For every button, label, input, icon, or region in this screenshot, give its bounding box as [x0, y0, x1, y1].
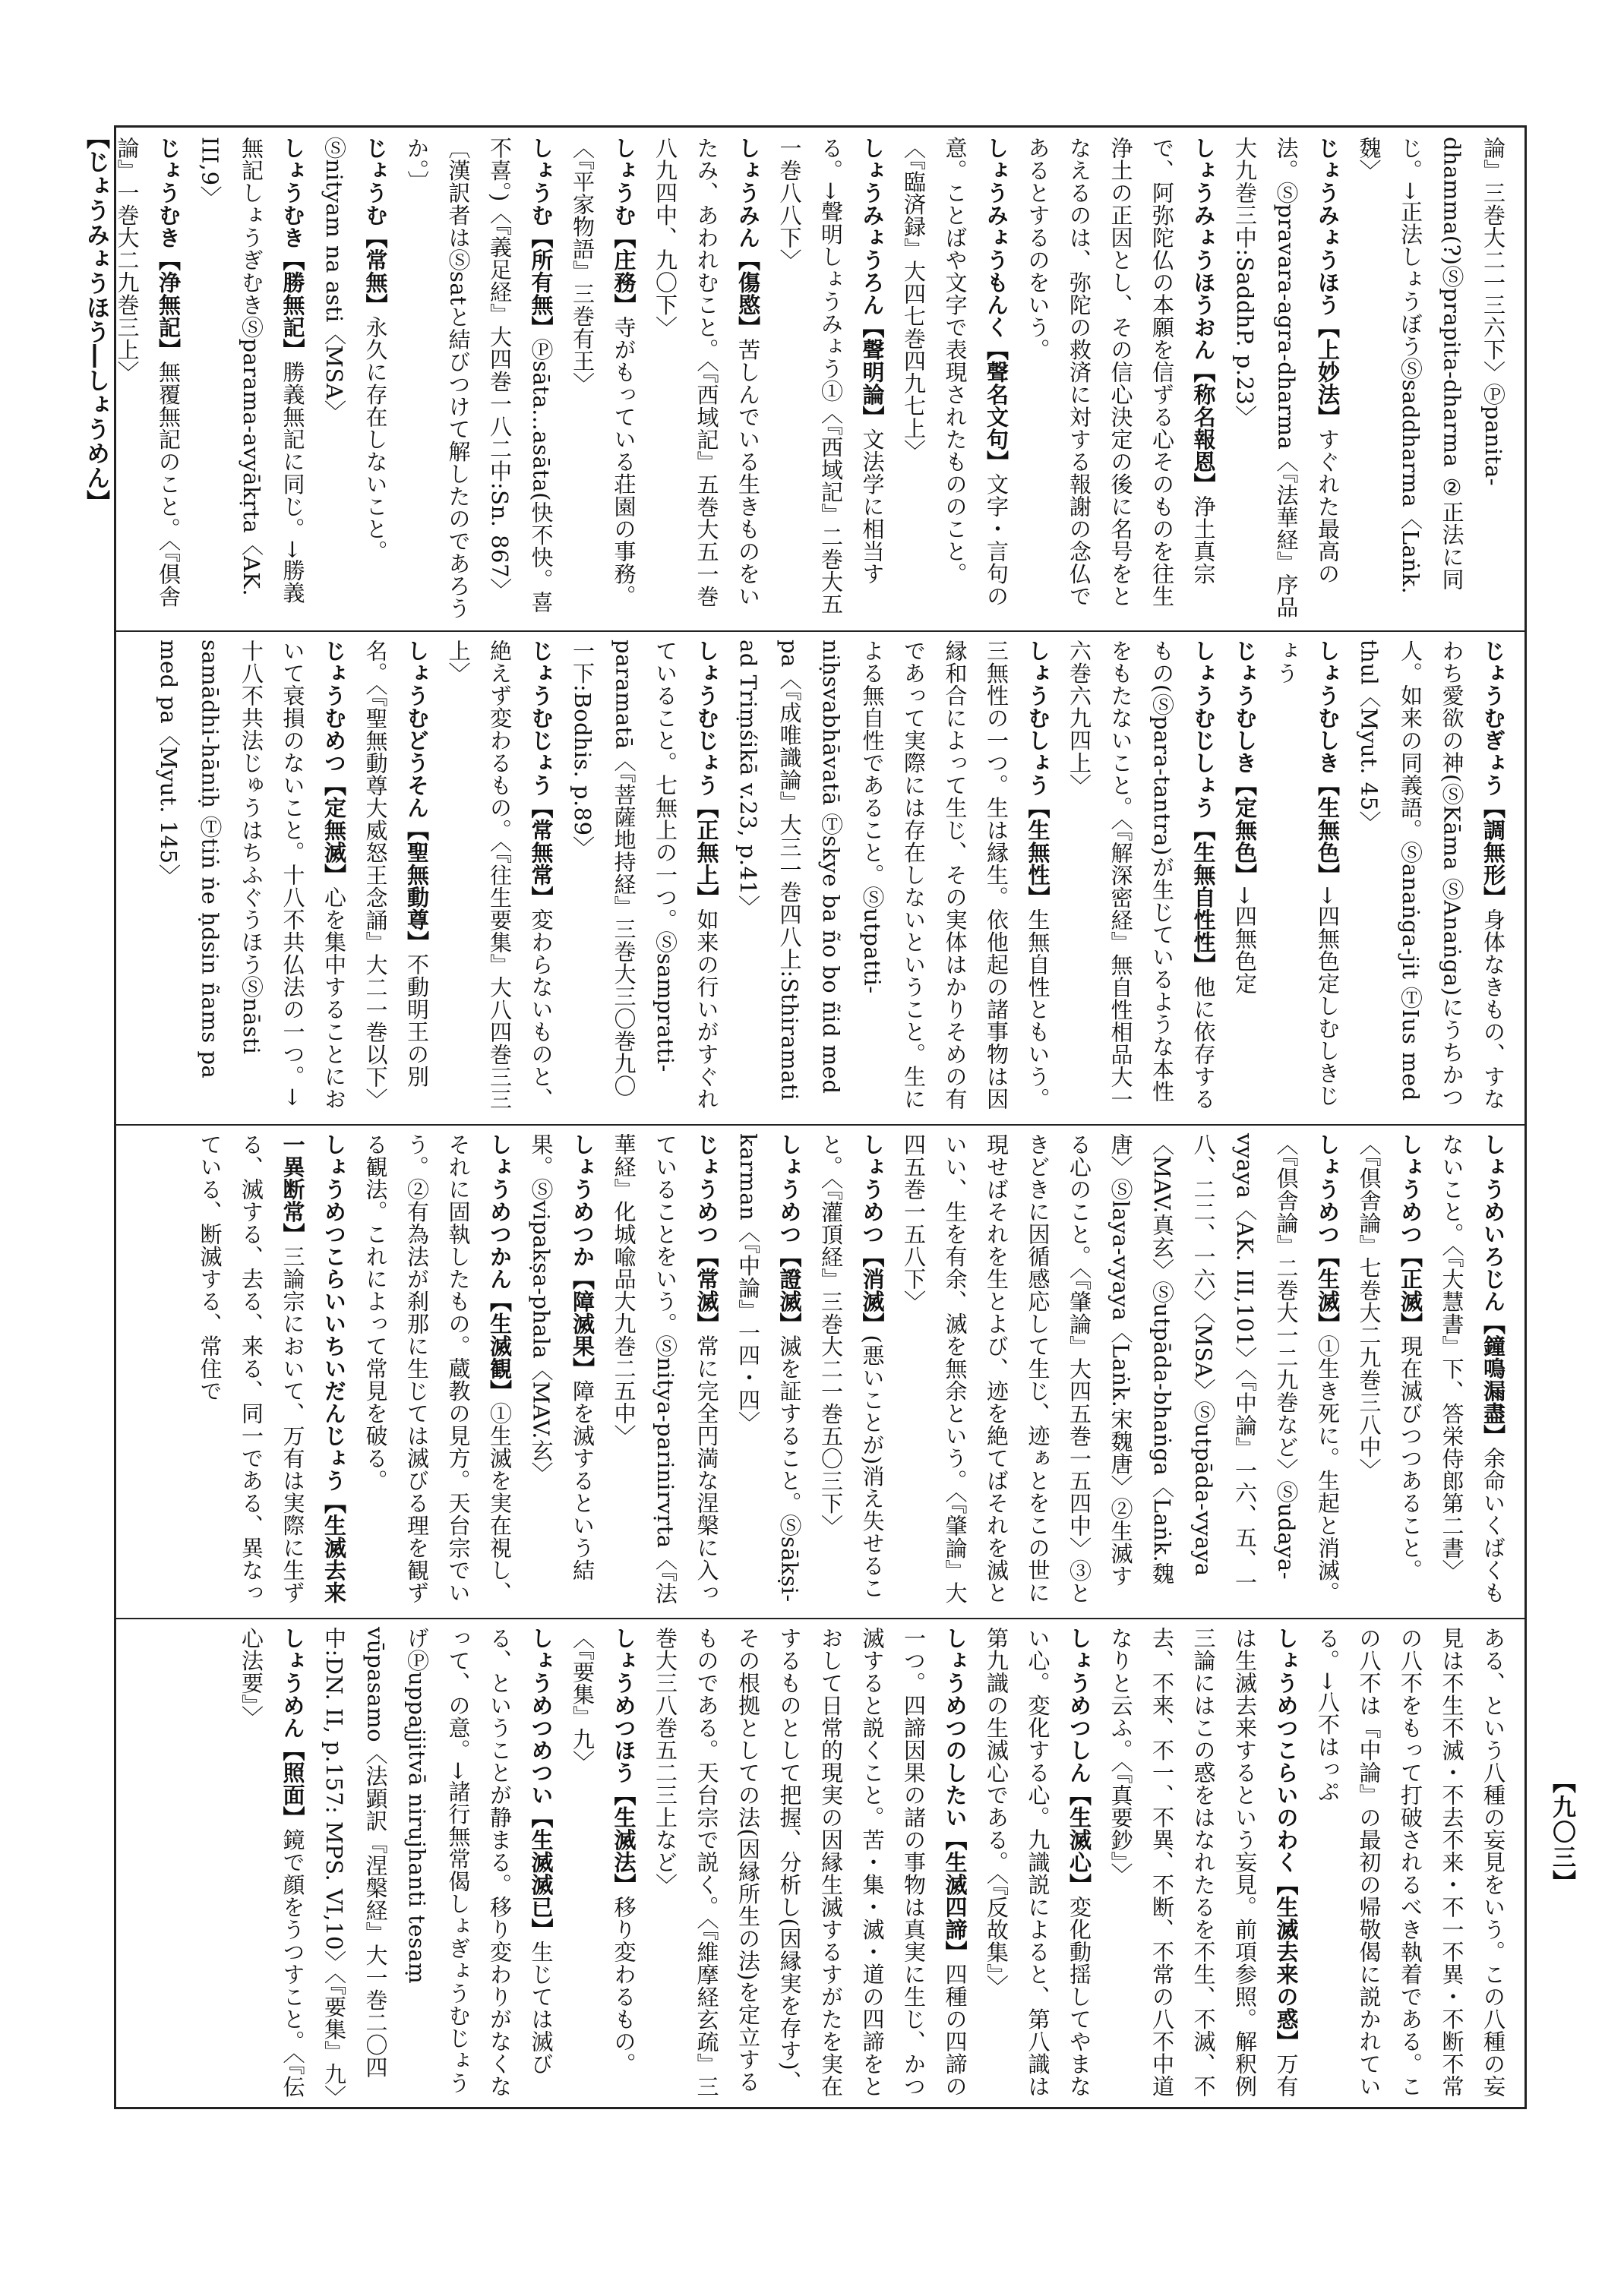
page-number: 【九〇三】 — [1548, 1770, 1575, 1895]
band-1-text — [114, 137, 1514, 621]
entry-definition: 障を滅するという結果。Ⓢvipakṣa-phala〈MAV.玄〉 — [528, 1133, 596, 1581]
entry-definition: 滅を証すること。Ⓢsākṣi-karman〈『中論』一四・四〉 — [735, 1133, 803, 1603]
entry-headword: しょうむ【庄務】 — [611, 137, 637, 316]
band-3 — [116, 1124, 1524, 1619]
entry-headword: じょうみょうほう【上妙法】 — [1315, 137, 1341, 428]
entry-definition: 寺がもっている荘園の事務。〈『平家物語』三巻有王〉 — [570, 137, 637, 608]
entry-definition: すぐれた最高の法。Ⓢpravara-agra-dharma〈『法華経』序品大九巻三中:SaddhP. p.23〉 — [1232, 137, 1341, 618]
dictionary-entry — [1431, 1133, 1514, 1609]
dictionary-entry — [1059, 640, 1224, 1115]
entry-definition: 如来の行いがすぐれていること。七無上の一つ。Ⓢsampratti-paramatā〈『菩薩地持経』三巻大三〇巻九〇一下:Bodhis. p.89〉 — [570, 640, 720, 1110]
dictionary-entry — [1348, 640, 1514, 1115]
entry-headword: しょうむき【勝無記】 — [280, 137, 306, 361]
entry-headword: じょうむしき【定無色】 — [1232, 640, 1258, 886]
dictionary-entry — [1348, 1133, 1431, 1609]
entry-definition: 生無自性ともいう。三無性の一つ。生は縁生。依他起の諸事物は因縁和合によって生じ、その実体はかりそめの有であって実際には存在しないということ。生による無自性であること。Ⓢutpatti-niḥsvabhāvatā Ⓣskye ba ño bo ñid med pa〈『成唯識論』大三一巻四八上:Sthiramati ad Triṃśikā v.23, p.41〉 — [735, 640, 1051, 1110]
entry-definition: 浄土真宗で、阿弥陀仏の本願を信ずる心そのものを往生浄土の正因とし、その信心決定の後に名号をとなえるのは、弥陀の救済に対する報謝の念仏であるとするのをいう。 — [1025, 137, 1217, 608]
entry-headword: しょうみょうほうおん【称名報恩】 — [1190, 137, 1217, 495]
dictionary-entry — [893, 137, 1018, 621]
dictionary-entry — [562, 137, 645, 621]
entry-headword: しょうめつ【生滅】 — [1315, 1133, 1341, 1335]
band-1 — [116, 128, 1524, 632]
entry-definition: 余命いくばくもないこと。〈『大慧書』下、答栄侍郎第二書〉 — [1439, 1133, 1506, 1604]
dictionary-entry — [189, 1133, 355, 1609]
entry-headword: じょうむぎょう【調無形】 — [1480, 640, 1506, 908]
dictionary-entry — [810, 1133, 893, 1609]
entry-definition: 苦しんでいる生きものをいたみ、あわれむこと。〈『西域記』五巻大五一巻八九四中、九〇下〉 — [652, 137, 761, 608]
entry-headword: しょうめつ【消滅】 — [859, 1133, 886, 1335]
entry-definition: →四無色定しむしきじょう — [1273, 640, 1341, 1107]
entry-headword: しょうめつ【證滅】 — [776, 1133, 803, 1335]
entry-headword: じょうむじょう【常無常】 — [528, 640, 554, 908]
dictionary-entry — [397, 137, 562, 621]
dictionary-page — [114, 125, 1527, 2109]
dictionary-entry — [148, 640, 355, 1115]
entry-definition: 万有は生滅去来するという妄見。前項参照。解釈例三論にはこの惑をはなれたるを不生、不滅、不去、不来、不一、不異、不断、不常の八不中道なりと云ふ。〈『真要鈔』〉 — [1107, 1627, 1300, 2098]
entry-definition: 永久に存在しないこと。Ⓢnityam na asti〈MSA〉 — [321, 137, 389, 563]
entry-definition: →四無色定 — [1232, 886, 1258, 995]
entry-headword: しょうむしょう【生無性】 — [1025, 640, 1051, 908]
band-2-text — [127, 640, 1514, 1115]
entry-headword: しょうみょうもんく【聲名文句】 — [984, 137, 1009, 473]
dictionary-entry — [728, 640, 1059, 1115]
entry-definition: 鏡で顔をうつすこと。〈『伝心法要』〉 — [239, 1627, 306, 2098]
dictionary-entry — [189, 137, 314, 621]
band-2 — [116, 630, 1524, 1126]
dictionary-entry — [645, 1627, 976, 2098]
entry-definition: 無覆無記のこと。〈『倶舎論』一巻大二九巻三上〉 — [114, 137, 182, 608]
entry-definition: 勝義無記に同じ。→勝義無記しょうぎむきⓈparama-avyākṛta〈AK. III,9〉 — [197, 137, 306, 604]
entry-headword: しょうめつほう【生滅法】 — [611, 1627, 637, 1896]
entry-definition: ある、という八種の妄見をいう。この八種の妄見は不生不滅・不去不来・不一不異・不断不常の八不をもって打破されるべき執着である。この八不は『中論』の最初の帰敬偈に説かれている。→八不はっぷ — [1315, 1627, 1506, 2098]
entry-headword: じょうむき【浄無記】 — [156, 137, 182, 361]
dictionary-entry — [562, 640, 728, 1115]
entry-headword: じょうむめつ【定無滅】 — [321, 640, 347, 886]
entry-headword: しょうむしき【生無色】 — [1315, 640, 1341, 886]
entry-headword: しょうめつのしたい【生滅四諦】 — [942, 1627, 968, 1963]
dictionary-entry — [769, 137, 893, 621]
entry-definition: 文字・言句の意。ことばや文字で表現されたもののこと。〈『臨済録』大四七巻四九七上〉 — [901, 137, 1009, 608]
dictionary-entry — [1100, 1627, 1307, 2098]
dictionary-entry — [976, 1627, 1101, 2098]
entry-headword: しょうめつかん【生滅観】 — [487, 1133, 513, 1402]
dictionary-entry — [106, 137, 189, 621]
entry-definition: 移り変わるもの。〈『要集』九〉 — [570, 1627, 637, 2075]
entry-headword: しょうめつこらいいちいだんじょう【生滅去来一異断常】 — [280, 1133, 347, 1604]
entry-definition: 心を集中することにおいて衰損のないこと。十八不共仏法の一つ。→十八不共法じゅうはちふぐうほうⓈnāsti samādhi-hāniḥ Ⓣtiṅ ṅe ḥdsin ñams pa med pa〈Myut. 145〉 — [156, 640, 347, 1110]
entry-headword: しょうめつこらいのわく【生滅去来の惑】 — [1273, 1627, 1300, 2053]
entry-definition: 変化動揺してやまない心。変化する心。九識説によると、第八識は第九識の生滅心である。〈『反故集』〉 — [984, 1627, 1092, 2098]
entry-headword: しょうめつ【正滅】 — [1398, 1133, 1423, 1335]
entry-headword: しょうむじしょう【生無自性性】 — [1190, 640, 1217, 976]
band-4 — [116, 1618, 1524, 2107]
dictionary-entry — [314, 1627, 562, 2108]
dictionary-entry — [1307, 1627, 1515, 2098]
entry-headword: しょうめつめつい【生滅滅已】 — [528, 1627, 554, 1941]
entry-headword: しょうむじょう【正無上】 — [694, 640, 720, 908]
entry-headword: しょうみょうろん【聲明論】 — [859, 137, 886, 428]
band-4-text — [127, 1627, 1514, 2108]
dictionary-entry — [728, 1133, 810, 1609]
dictionary-entry — [438, 640, 562, 1115]
band-3-text — [127, 1133, 1514, 1609]
dictionary-entry — [893, 1133, 1349, 1609]
running-head: 【じょうみょうほう―しょうめん】 — [82, 125, 109, 514]
entry-headword: しょうむどうそん【聖無動尊】 — [404, 640, 430, 953]
dictionary-entry — [355, 1133, 520, 1609]
entry-definition: 身体なきもの、すなわち愛欲の神(ⓈKāma ⓈAnaṅga)にうちかつ人。如来の同義語。Ⓢanaṅga-jit ⓉIus med thul〈Myut. 45〉 — [1356, 640, 1506, 1110]
entry-headword: しょうみん【傷愍】 — [735, 137, 761, 339]
entry-headword: しょうめいろじん【鐘鳴漏盡】 — [1480, 1133, 1506, 1447]
entry-definition: ①生き死に。生起と消滅。〈『倶舎論』二巻大一二九巻など〉Ⓢudaya-vyaya〈AK. III,101〉〈『中論』一六、五、一八、二二、一六〉〈MSA〉Ⓢutpāda-vyaya〈MAV.真玄〉Ⓢutpāda-bhaṅga〈Laṅk.魏唐〉Ⓢlaya-vyaya〈Laṅk.宋魏唐〉②生滅する心のこと。〈『肇論』大四五巻一五四中〉③ときどきに因循感応して生じ、迹ぁとをこの世に現せばそれを生とよび、迹を絶てばそれを滅といい、生を有余、滅を無余という。〈『肇論』大四五巻一五八下〉 — [901, 1133, 1341, 1604]
entry-definition: ①生滅を実在視し、それに固執したもの。蔵教の見方。天台宗でいう。②有為法が刹那に生じては滅びる理を観ずる観法。これによって常見を破る。 — [362, 1133, 513, 1604]
dictionary-entry — [603, 1133, 728, 1609]
entry-definition: 論』三巻大二一三六下〉Ⓟpanita-dhamma(?)Ⓢprapita-dharma ②正法に同じ。→正法しょうぼうⓈsaddharma〈Laṅk.魏〉 — [1356, 137, 1506, 595]
dictionary-entry — [562, 1627, 645, 2098]
entry-definition: (悪いことが)消え失せること。〈『灌頂経』三巻大二一巻五〇三下〉 — [818, 1133, 886, 1600]
dictionary-entry — [1017, 137, 1224, 621]
dictionary-entry — [1224, 640, 1266, 1115]
entry-headword: しょうむ【所有無】 — [528, 137, 554, 339]
entry-headword: しょうめん【照面】 — [280, 1627, 306, 1829]
entry-headword: しょうめつしん【生滅心】 — [1066, 1627, 1092, 1896]
dictionary-entry — [231, 1627, 314, 2098]
dictionary-entry — [520, 1133, 603, 1609]
entry-definition: 変わらないものと、絶えず変わるもの。〈『往生要集』大八四巻三三上〉 — [445, 640, 554, 1110]
dictionary-entry — [1224, 137, 1349, 621]
entry-definition: Ⓟsāta...asāta(快不快。喜不喜。)〈『義足経』大四巻一八二中:Sn. 867〉〔漢訳者はⓈsatと結びつけて解したのであろうか。〕 — [404, 137, 554, 620]
entry-headword: じょうむ【常無】 — [362, 137, 389, 316]
entry-definition: 四種の四諦の一つ。四諦因果の諸の事物は真実に生じ、かつ滅すると説くこと。苦・集・滅・道の四諦をとおして日常的現実の因縁生滅するすがたを実在するものとして把握、分析し(因縁実を存す)、その根拠としての法(因縁所生の法)を定立するものである。天台宗で説く。〈『維摩経玄疏』三巻大三八巻五二三上など〉 — [652, 1627, 968, 2098]
entry-definition: 他に依存するもの(Ⓢpara-tantra)が生じているような本性をもたないこと。〈『解深密経』無自性相品大一六巻六九四上〉 — [1066, 640, 1217, 1110]
entry-headword: しょうめつか【障滅果】 — [570, 1133, 596, 1380]
dictionary-entry — [1348, 137, 1514, 621]
dictionary-entry — [355, 640, 438, 1115]
entry-headword: じょうめつ【常滅】 — [694, 1133, 720, 1335]
entry-definition: 不動明王の別名。〈『聖無動尊大威怒王念誦』大二一巻以下〉 — [362, 640, 430, 1110]
entry-definition: 現在滅びつつあること。〈『倶舎論』七巻大二九巻三八中〉 — [1356, 1133, 1423, 1581]
dictionary-entry — [645, 137, 769, 621]
entry-definition: 常に完全円満な涅槃に入っていることをいう。Ⓢnitya-parinirvṛta〈『法華経』化城喩品大九巻二五中〉 — [611, 1133, 720, 1605]
entry-definition: 三論宗において、万有は実際に生ずる、滅する、去る、来る、同一である、異なっている、断滅する、常住で — [197, 1133, 306, 1604]
entry-definition: 生じては滅びる、ということが静まる。移り変わりがなくなって、の意。→諸行無常偈しょぎょうむじょうげⓅuppajjitvā nirujhanti tesaṃ vūpasamo〈法顕訳『涅槃経』大一巻二〇四中:DN. II, p.157: MPS. VI,10〉〈『要集』九〉 — [321, 1627, 554, 2108]
dictionary-entry — [314, 137, 397, 621]
dictionary-entry — [1265, 640, 1348, 1115]
entry-definition: 文法学に相当する。→聲明しょうみょう①〈『西域記』二巻大五一巻八八下〉 — [776, 137, 886, 615]
